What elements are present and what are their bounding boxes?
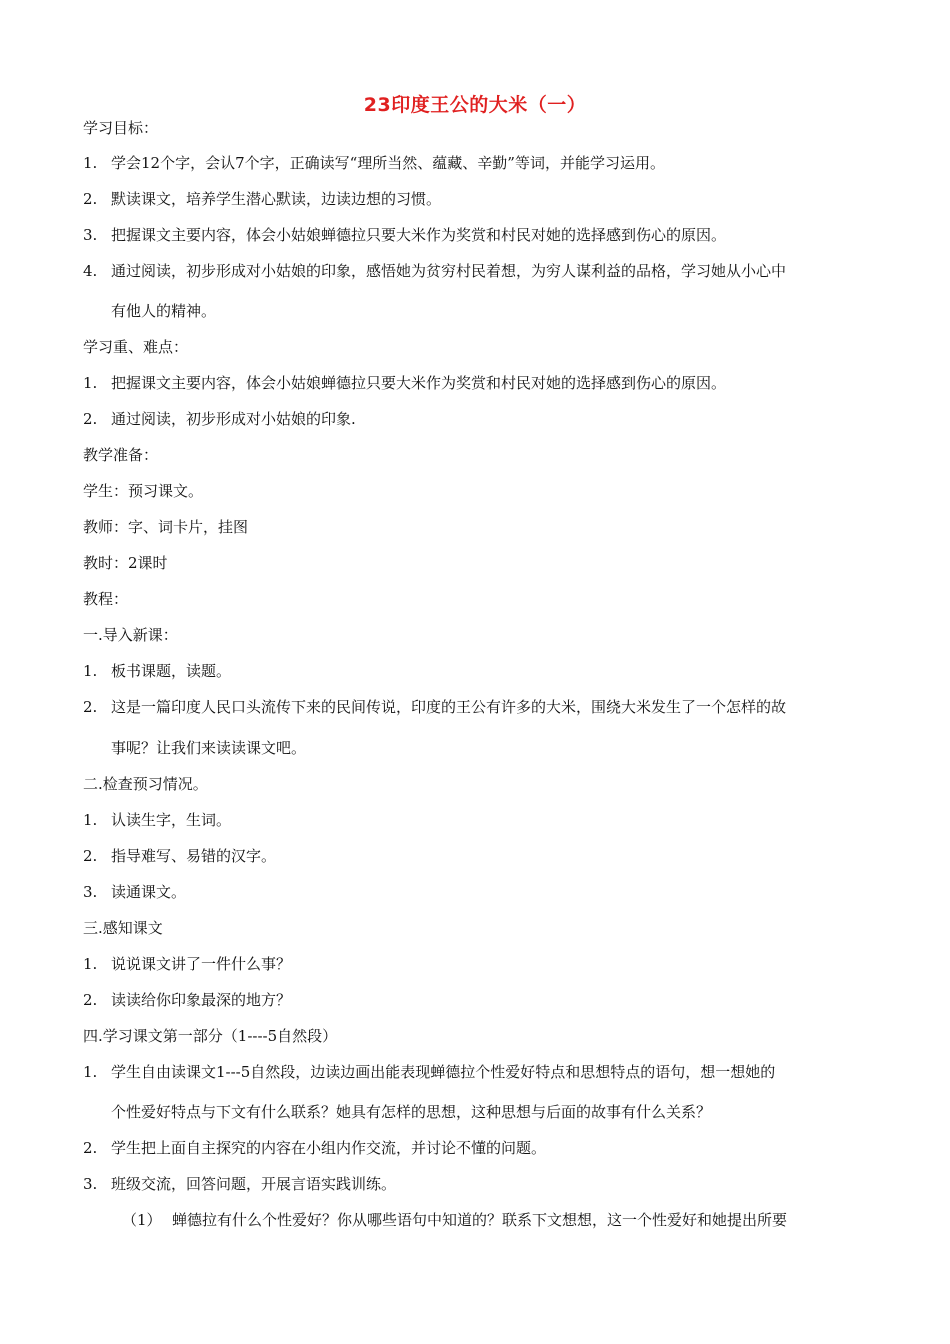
section-heading: 二.检查预习情况。 [83, 775, 208, 793]
section-item-number: 2. [83, 847, 98, 865]
section-item-text: 指导难写、易错的汉字。 [111, 847, 277, 865]
section-item-number: 2. [83, 698, 98, 716]
goal-text: 默读课文，培养学生潜心默读，边读边想的习惯。 [111, 190, 442, 208]
section-item-text: 这是一篇印度人民口头流传下来的民间传说，印度的王公有许多的大米，围绕大米发生了一个怎样的故 [111, 698, 787, 716]
preparation-student: 学生：预习课文。 [83, 482, 204, 500]
goal-number: 3. [83, 226, 98, 244]
goal-text: 学会12个字，会认7个字，正确读写“理所当然、蕴藏、辛勤”等词，并能学习运用。 [111, 154, 665, 172]
section-item-number: 3. [83, 1175, 98, 1193]
section-item-text: 读通课文。 [111, 883, 187, 901]
key-point-text: 通过阅读，初步形成对小姑娘的印象. [111, 410, 356, 428]
goal-number: 4. [83, 262, 98, 280]
goal-text: 把握课文主要内容，体会小姑娘蝉德拉只要大米作为奖赏和村民对她的选择感到伤心的原因。 [111, 226, 727, 244]
key-point-text: 把握课文主要内容，体会小姑娘蝉德拉只要大米作为奖赏和村民对她的选择感到伤心的原因。 [111, 374, 727, 392]
section-item-number: 2. [83, 991, 98, 1009]
preparation-heading: 教学准备： [83, 446, 159, 464]
class-hours: 教时：2课时 [83, 554, 168, 572]
goals-heading: 学习目标： [83, 119, 159, 137]
sub-item-number: （1） [122, 1211, 162, 1229]
section-item-number: 1. [83, 811, 98, 829]
section-item-number: 1. [83, 955, 98, 973]
goal-number: 2. [83, 190, 98, 208]
section-heading: 四.学习课文第一部分（1----5自然段） [83, 1027, 338, 1045]
section-item-number: 1. [83, 662, 98, 680]
sub-item [122, 1210, 787, 1230]
section-heading: 三.感知课文 [83, 919, 163, 937]
key-point-number: 1. [83, 374, 98, 392]
sub-item-text: 蝉德拉有什么个性爱好？你从哪些语句中知道的？联系下文想想，这一个性爱好和她提出所要 [172, 1211, 788, 1229]
key-points-heading: 学习重、难点： [83, 338, 189, 356]
section-heading: 一.导入新课： [83, 626, 178, 644]
section-item-text: 认读生字，生词。 [111, 811, 232, 829]
section-item-text: 学生把上面自主探究的内容在小组内作交流，并讨论不懂的问题。 [111, 1139, 547, 1157]
section-item-text: 说说课文讲了一件什么事？ [111, 955, 292, 973]
section-item-text: 学生自由读课文1---5自然段，边读边画出能表现蝉德拉个性爱好特点和思想特点的语句，想一想她的 [111, 1063, 776, 1081]
goal-text-continued: 有他人的精神。 [111, 302, 217, 320]
section-item-number: 3. [83, 883, 98, 901]
process-heading: 教程： [83, 590, 129, 608]
document-title: 23印度王公的大米（一） [363, 94, 587, 116]
section-item-number: 1. [83, 1063, 98, 1081]
section-item-text: 班级交流，回答问题，开展言语实践训练。 [111, 1175, 397, 1193]
goal-text: 通过阅读，初步形成对小姑娘的印象，感悟她为贫穷村民着想，为穷人谋利益的品格，学习她从小心中 [111, 262, 787, 280]
section-item-text: 板书课题，读题。 [111, 662, 232, 680]
goal-number: 1. [83, 154, 98, 172]
section-item-number: 2. [83, 1139, 98, 1157]
section-item-continued: 个性爱好特点与下文有什么联系？她具有怎样的思想，这种思想与后面的故事有什么关系？ [111, 1103, 712, 1121]
key-point-number: 2. [83, 410, 98, 428]
section-item-continued: 事呢？让我们来读读课文吧。 [111, 739, 307, 757]
preparation-teacher: 教师：字、词卡片，挂图 [83, 518, 249, 536]
section-item-text: 读读给你印象最深的地方？ [111, 991, 292, 1009]
